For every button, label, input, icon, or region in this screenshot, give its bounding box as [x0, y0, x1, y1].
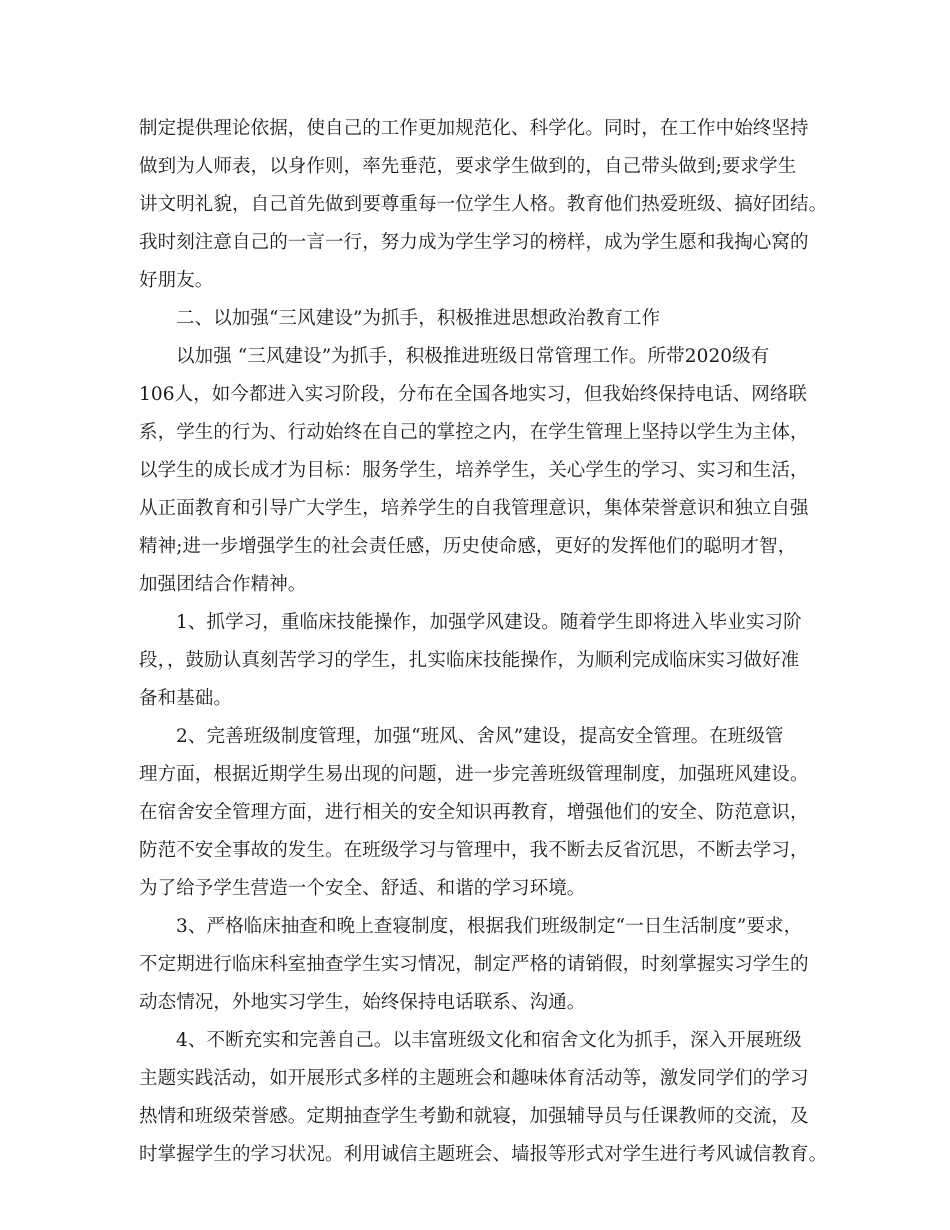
- text-line: 3、严格临床抽查和晚上查寝制度，根据我们班级制定“一日生活制度”要求，: [176, 916, 803, 937]
- text-line: 备和基础。: [139, 688, 233, 709]
- text-line: 不定期进行临床科室抽查学生实习情况，制定严格的请销假，时刻掌握实习学生的: [139, 954, 809, 975]
- text-line: 加强团结合作精神。: [139, 574, 307, 595]
- text-line: 2、完善班级制度管理，加强“班风、舍风”建设，提高安全管理。在班级管: [176, 726, 784, 747]
- text-line: 动态情况，外地实习学生，始终保持电话联系、沟通。: [139, 992, 586, 1013]
- text-line: 从正面教育和引导广大学生，培养学生的自我管理意识，集体荣誉意识和独立自强: [139, 498, 809, 519]
- text-line: 4、不断充实和完善自己。以丰富班级文化和宿舍文化为抓手，深入开展班级: [176, 1030, 802, 1051]
- text-line: 做到为人师表，以身作则，率先垂范，要求学生做到的，自己带头做到;要求学生: [139, 156, 797, 177]
- text-line: 防范不安全事故的发生。在班级学习与管理中，我不断去反省沉思，不断去学习，: [139, 840, 809, 861]
- text-line: 好朋友。: [139, 270, 214, 291]
- text-line: 时掌握学生的学习状况。利用诚信主题班会、墙报等形式对学生进行考风诚信教育。: [139, 1144, 828, 1165]
- text-line: 主题实践活动，如开展形式多样的主题班会和趣味体育活动等，激发同学们的学习: [139, 1068, 809, 1089]
- section-heading: 二、以加强“三风建设”为抓手，积极推进思想政治教育工作: [176, 308, 661, 329]
- text-line: 精神;进一步增强学生的社会责任感，历史使命感，更好的发挥他们的聪明才智，: [139, 536, 797, 557]
- text-line: 讲文明礼貌，自己首先做到要尊重每一位学生人格。教育他们热爱班级、搞好团结。: [139, 194, 828, 215]
- text-line: 1、抓学习，重临床技能操作，加强学风建设。随着学生即将进入毕业实习阶: [176, 612, 802, 633]
- text-line: 段，，鼓励认真刻苦学习的学生，扎实临床技能操作，为顺利完成临床实习做好准: [139, 650, 800, 671]
- text-line: 系，学生的行为、行动始终在自己的掌控之内，在学生管理上坚持以学生为主体，: [139, 422, 809, 443]
- text-line: 106人，如今都进入实习阶段，分布在全国各地实习，但我始终保持电话、网络联: [139, 384, 808, 405]
- text-line: 以学生的成长成才为目标：服务学生，培养学生，关心学生的学习、实习和生活，: [139, 460, 809, 481]
- text-line: 制定提供理论依据，使自己的工作更加规范化、科学化。同时，在工作中始终坚持: [139, 118, 809, 139]
- text-line: 我时刻注意自己的一言一行，努力成为学生学习的榜样，成为学生愿和我掏心窝的: [139, 232, 809, 253]
- text-line: 热情和班级荣誉感。定期抽查学生考勤和就寝，加强辅导员与任课教师的交流，及: [139, 1106, 809, 1127]
- text-line: 理方面，根据近期学生易出现的问题，进一步完善班级管理制度，加强班风建设。: [139, 764, 809, 785]
- text-line: 以加强 “三风建设”为抓手，积极推进班级日常管理工作。所带2020级有: [176, 346, 770, 367]
- text-line: 为了给予学生营造一个安全、舒适、和谐的学习环境。: [139, 878, 586, 899]
- text-line: 在宿舍安全管理方面，进行相关的安全知识再教育，增强他们的安全、防范意识，: [139, 802, 809, 823]
